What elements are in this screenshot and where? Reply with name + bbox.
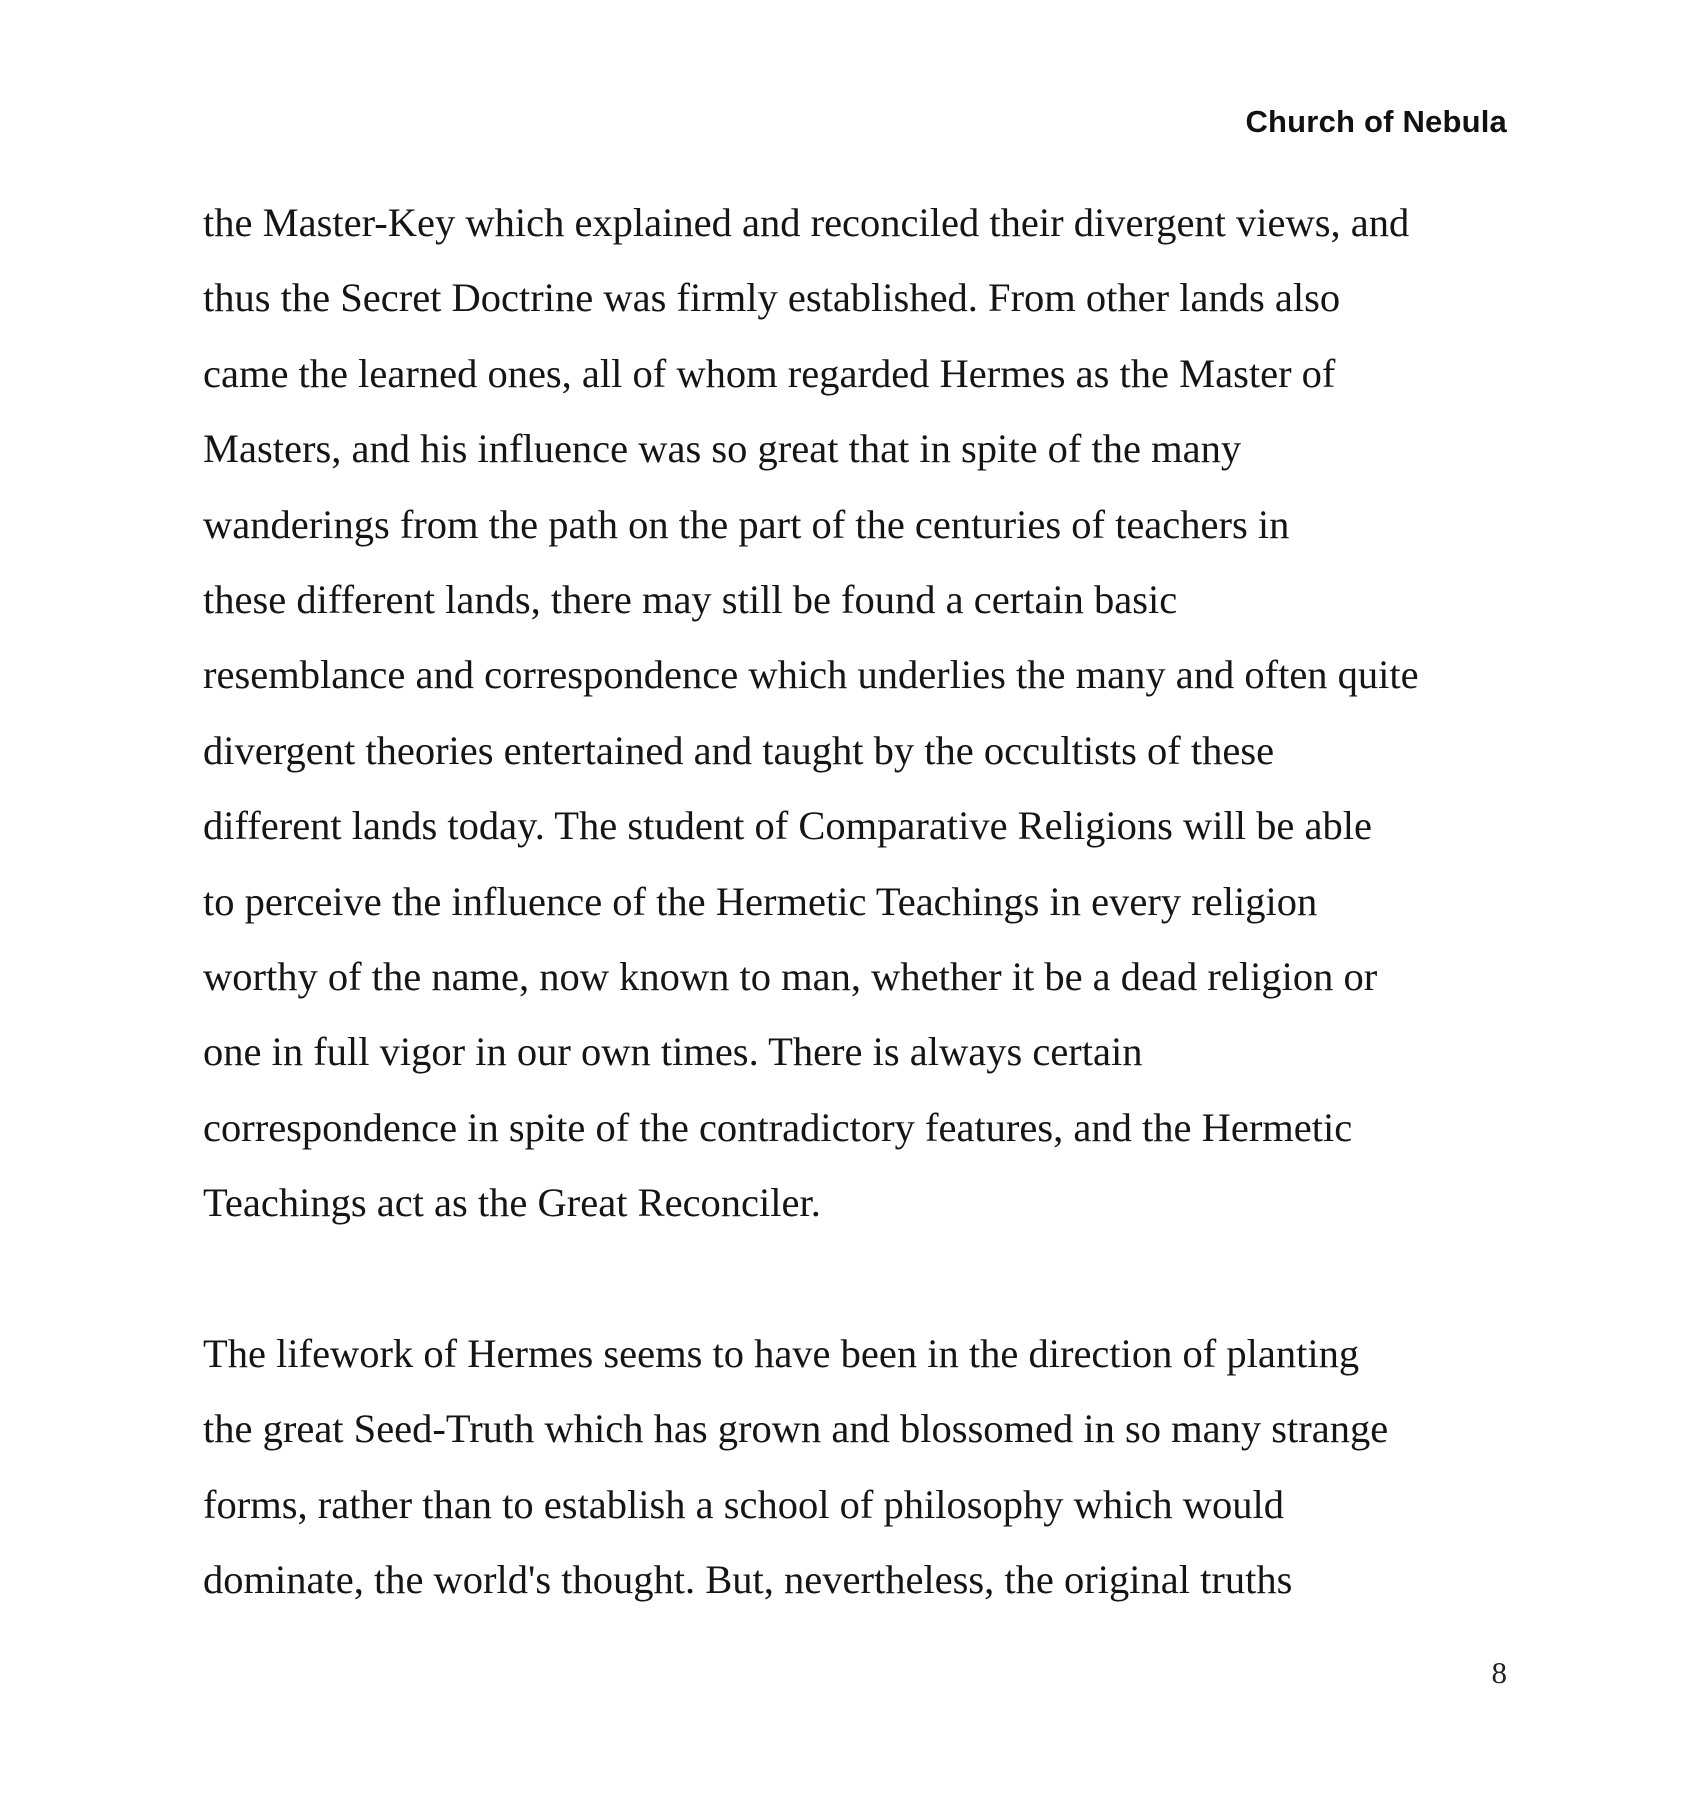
text-line: The lifework of Hermes seems to have been in the direction of planting bbox=[203, 1330, 1360, 1376]
text-line: resemblance and correspondence which underlies the many and often quite bbox=[203, 652, 1419, 698]
text-line: Teachings act as the Great Reconciler. bbox=[203, 1180, 821, 1226]
text-line: Masters, and his influence was so great that in spite of the many bbox=[203, 426, 1242, 472]
text-line: dominate, the world's thought. But, nevertheless, the original truths bbox=[203, 1557, 1293, 1603]
text-line: forms, rather than to establish a school of philosophy which would bbox=[203, 1481, 1284, 1527]
page-number: 8 bbox=[1491, 1655, 1507, 1690]
text-line: wanderings from the path on the part of the centuries of teachers in bbox=[203, 501, 1290, 547]
paragraph bbox=[203, 185, 1533, 1240]
body-text bbox=[203, 185, 1533, 1617]
text-line: worthy of the name, now known to man, whether it be a dead religion or bbox=[203, 953, 1378, 999]
text-line: the Master-Key which explained and reconciled their divergent views, and bbox=[203, 200, 1410, 245]
text-line: came the learned ones, all of whom regarded Hermes as the Master of bbox=[203, 350, 1336, 396]
text-line: thus the Secret Doctrine was firmly established. From other lands also bbox=[203, 275, 1341, 321]
text-line: correspondence in spite of the contradictory features, and the Hermetic bbox=[203, 1104, 1353, 1150]
text-line: different lands today. The student of Comparative Religions will be able bbox=[203, 803, 1372, 849]
text-line: the great Seed-Truth which has grown and blossomed in so many strange bbox=[203, 1406, 1389, 1452]
text-line: these different lands, there may still be found a certain basic bbox=[203, 576, 1178, 622]
text-line: one in full vigor in our own times. There is always certain bbox=[203, 1029, 1143, 1075]
running-header: Church of Nebula bbox=[1245, 104, 1507, 139]
paragraph-spacer bbox=[203, 1240, 1533, 1315]
text-line: divergent theories entertained and taught by the occultists of these bbox=[203, 727, 1275, 773]
paragraph bbox=[203, 1316, 1533, 1618]
text-line: to perceive the influence of the Hermetic Teachings in every religion bbox=[203, 878, 1318, 924]
